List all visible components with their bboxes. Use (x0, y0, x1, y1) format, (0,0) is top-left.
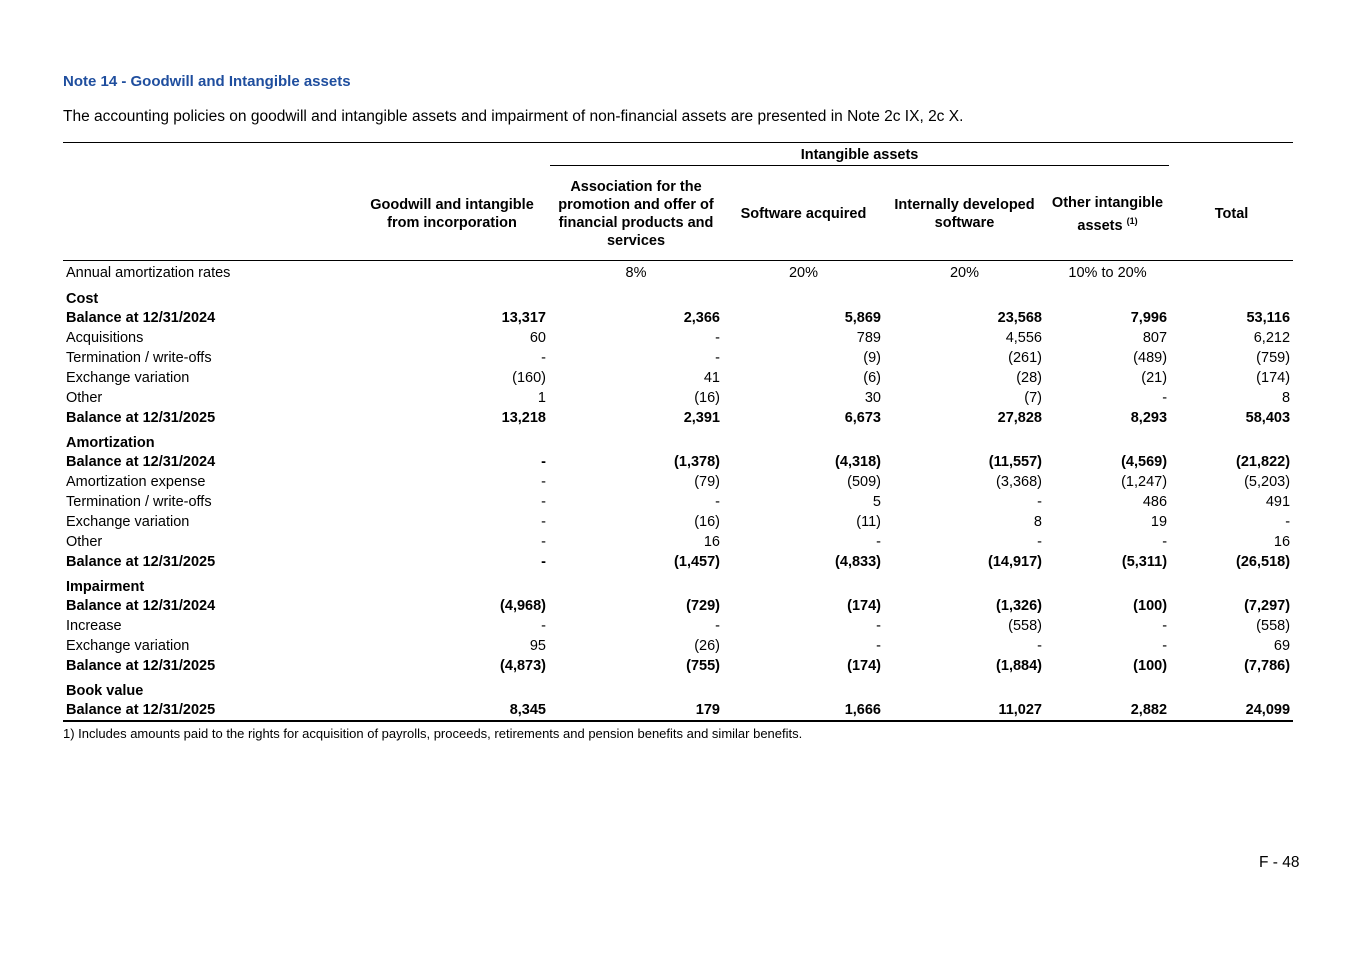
table-row (63, 512, 1293, 532)
intangible-assets-group-header: Intangible assets (549, 143, 1170, 169)
empty-cell (549, 676, 723, 700)
cell: 13,317 (501, 310, 546, 326)
cell: (9) (863, 350, 881, 366)
table-row (63, 452, 1293, 472)
cell: (755) (686, 658, 720, 674)
cell: (509) (847, 474, 881, 490)
cell: - (541, 554, 546, 570)
cell: (174) (1256, 370, 1291, 386)
cell: (5,203) (1244, 474, 1291, 490)
empty-cell (1170, 572, 1293, 596)
cell: - (876, 534, 881, 550)
table-row (63, 328, 1293, 348)
cell: 789 (856, 330, 881, 346)
cell: (558) (1008, 618, 1042, 634)
cell: 7,996 (1130, 310, 1168, 326)
cell: - (715, 494, 720, 510)
cell: 19 (1150, 514, 1168, 530)
cell: (174) (847, 658, 881, 674)
cell: - (1037, 638, 1042, 654)
cell: (100) (1133, 658, 1168, 674)
cell: (4,873) (500, 658, 546, 674)
cell: (489) (1133, 350, 1168, 366)
col-total-header: Total (1170, 168, 1293, 261)
cell: 69 (1273, 638, 1291, 654)
cell: - (541, 494, 546, 510)
cell: 8,345 (355, 700, 549, 721)
row-label: Balance at 12/31/2024 (66, 310, 216, 326)
cell: (1,457) (674, 554, 720, 570)
cell: (11,557) (988, 454, 1042, 470)
amortization-rates-row (63, 261, 1293, 285)
empty-cell (355, 284, 549, 308)
col-software-acquired-header: Software acquired (723, 168, 884, 261)
cell: (4,569) (1121, 454, 1168, 470)
row-label: Balance at 12/31/2025 (66, 410, 216, 426)
row-label: Balance at 12/31/2025 (66, 554, 216, 570)
table-row (63, 388, 1293, 408)
table-row (63, 596, 1293, 616)
cell: (11) (856, 514, 881, 530)
cell: 5 (872, 494, 881, 510)
cell: - (541, 350, 546, 366)
cell: 16 (703, 534, 720, 550)
cell: - (541, 618, 546, 634)
cell: (1,326) (996, 598, 1042, 614)
cell: - (1037, 534, 1042, 550)
row-label: Exchange variation (66, 370, 190, 386)
cell: 4,556 (1005, 330, 1042, 346)
cell: 8,293 (1130, 410, 1168, 426)
cell: - (541, 514, 546, 530)
cell: 486 (1142, 494, 1168, 510)
intangible-assets-table-wrap (63, 142, 1293, 741)
cell: (7,297) (1244, 598, 1291, 614)
cell: 16 (1273, 534, 1291, 550)
table-row (63, 348, 1293, 368)
cell: - (541, 454, 546, 470)
row-label: Exchange variation (66, 514, 190, 530)
row-label: Amortization expense (66, 474, 206, 490)
col-goodwill-header: Goodwill and intangible from incorporation (355, 168, 549, 261)
table-row (63, 308, 1293, 328)
cell: (16) (694, 514, 720, 530)
empty-cell (884, 572, 1045, 596)
cell: 58,403 (1245, 410, 1291, 426)
row-label: Balance at 12/31/2024 (66, 454, 216, 470)
cell: 1 (537, 390, 546, 406)
note-title: Note 14 - Goodwill and Intangible assets (63, 73, 351, 90)
cell: 179 (549, 700, 723, 721)
empty-cell (1170, 676, 1293, 700)
cell: - (876, 638, 881, 654)
cell: (100) (1133, 598, 1168, 614)
cell: (7) (1024, 390, 1042, 406)
cell (1170, 261, 1293, 285)
header-group-row (63, 143, 1293, 169)
row-label: Other (66, 534, 103, 550)
cell: 41 (703, 370, 720, 386)
intro-text: The accounting policies on goodwill and intangible assets and impairment of non-financial assets are presented in Note 2c IX, 2c X. (63, 108, 964, 125)
footnote: 1) Includes amounts paid to the rights for acquisition of payrolls, proceeds, retirements and pension benefits and similar benefits. (63, 726, 803, 741)
empty-cell (884, 676, 1045, 700)
table-row (63, 636, 1293, 656)
cell: - (715, 350, 720, 366)
table-row (63, 656, 1293, 676)
cell: - (1285, 514, 1291, 530)
cell: (729) (686, 598, 720, 614)
cell: (759) (1256, 350, 1291, 366)
section-title: Cost (66, 291, 99, 307)
cell: 13,218 (501, 410, 546, 426)
cell: (21,822) (1236, 454, 1291, 470)
cell: 60 (529, 330, 546, 346)
table-row (63, 552, 1293, 572)
cell: (4,833) (835, 554, 881, 570)
section-title: Book value (66, 683, 144, 699)
cell: (1,884) (996, 658, 1042, 674)
cell: 5,869 (844, 310, 881, 326)
row-label: Increase (66, 618, 122, 634)
empty-cell (723, 284, 884, 308)
row-label: Balance at 12/31/2025 (66, 658, 216, 674)
cell: 491 (1265, 494, 1291, 510)
empty-cell (355, 572, 549, 596)
empty-cell (723, 676, 884, 700)
row-label: Other (66, 390, 103, 406)
cell: 20% (949, 265, 980, 281)
cell: - (715, 618, 720, 634)
cell: (79) (694, 474, 720, 490)
cell: - (541, 474, 546, 490)
col-association-header: Association for the promotion and offer of financial products and services (549, 168, 723, 261)
cell: (14,917) (987, 554, 1042, 570)
empty-cell (1170, 428, 1293, 452)
cell: 8 (1281, 390, 1291, 406)
cell: 53,116 (1246, 310, 1291, 326)
col-internally-developed-header: Internally developed software (884, 168, 1045, 261)
col-other-intangible-header: Other intangible assets $^{(1)}$ (1045, 168, 1170, 261)
section-header-row (63, 428, 1293, 452)
table-row (63, 368, 1293, 388)
row-label: Balance at 12/31/2024 (66, 598, 216, 614)
cell: 8 (1033, 514, 1042, 530)
cell: (26,518) (1236, 554, 1291, 570)
cell: - (1162, 534, 1168, 550)
table-row (63, 700, 1293, 721)
empty-cell (1045, 676, 1170, 700)
cell: (261) (1008, 350, 1042, 366)
cell: (21) (1141, 370, 1168, 386)
cell: (4,318) (835, 454, 881, 470)
empty-cell (355, 676, 549, 700)
empty-cell (549, 284, 723, 308)
cell: 11,027 (884, 700, 1045, 721)
cell: 6,673 (844, 410, 881, 426)
table-row (63, 616, 1293, 636)
cell: 807 (1142, 330, 1168, 346)
header-columns-row (63, 168, 1293, 261)
empty-cell (723, 428, 884, 452)
section-title: Impairment (66, 579, 145, 595)
cell: (3,368) (996, 474, 1042, 490)
empty-cell (1170, 284, 1293, 308)
cell: (26) (694, 638, 720, 654)
cell: 20% (788, 265, 819, 281)
cell: (7,786) (1244, 658, 1291, 674)
cell: 95 (529, 638, 546, 654)
row-label: Termination / write-offs (66, 494, 212, 510)
empty-cell (549, 428, 723, 452)
cell: 6,212 (1253, 330, 1291, 346)
cell: - (1037, 494, 1042, 510)
cell: 1,666 (723, 700, 884, 721)
cell: 8% (625, 265, 647, 281)
row-label: Annual amortization rates (66, 265, 231, 281)
empty-cell (723, 572, 884, 596)
footnote-marker: (1) (1126, 215, 1138, 226)
cell: - (541, 534, 546, 550)
cell: (1,247) (1121, 474, 1168, 490)
cell: 2,366 (683, 310, 720, 326)
cell: (6) (863, 370, 881, 386)
cell: - (715, 330, 720, 346)
cell: (174) (847, 598, 881, 614)
cell: (558) (1256, 618, 1291, 634)
intangible-assets-table (63, 142, 1293, 722)
cell: - (1162, 638, 1168, 654)
empty-cell (549, 572, 723, 596)
cell: - (1162, 618, 1168, 634)
page-number: F - 48 (1259, 854, 1300, 871)
table-row (63, 408, 1293, 428)
cell: 10% to 20% (1068, 265, 1147, 281)
table-body (63, 261, 1293, 722)
section-header-row (63, 284, 1293, 308)
empty-cell (355, 428, 549, 452)
table-row (63, 532, 1293, 552)
row-label: Acquisitions (66, 330, 144, 346)
cell: 2,391 (683, 410, 720, 426)
cell: (28) (1016, 370, 1042, 386)
cell: (1,378) (674, 454, 720, 470)
empty-cell (1045, 572, 1170, 596)
cell: (4,968) (500, 598, 546, 614)
cell: 30 (864, 390, 881, 406)
empty-cell (884, 428, 1045, 452)
cell: - (1162, 390, 1168, 406)
table-row (63, 492, 1293, 512)
section-title: Amortization (66, 435, 155, 451)
row-label: Exchange variation (66, 638, 190, 654)
cell: 24,099 (1170, 700, 1293, 721)
empty-cell (1045, 284, 1170, 308)
cell: 27,828 (997, 410, 1042, 426)
cell: 23,568 (997, 310, 1042, 326)
cell: (5,311) (1121, 554, 1168, 570)
section-header-row (63, 676, 1293, 700)
table-row (63, 472, 1293, 492)
cell: (16) (694, 390, 720, 406)
cell (355, 261, 549, 285)
row-label: Balance at 12/31/2025 (63, 700, 355, 721)
cell: - (876, 618, 881, 634)
row-label: Termination / write-offs (66, 350, 212, 366)
cell: (160) (512, 370, 546, 386)
empty-cell (884, 284, 1045, 308)
cell: 2,882 (1045, 700, 1170, 721)
empty-cell (1045, 428, 1170, 452)
section-header-row (63, 572, 1293, 596)
